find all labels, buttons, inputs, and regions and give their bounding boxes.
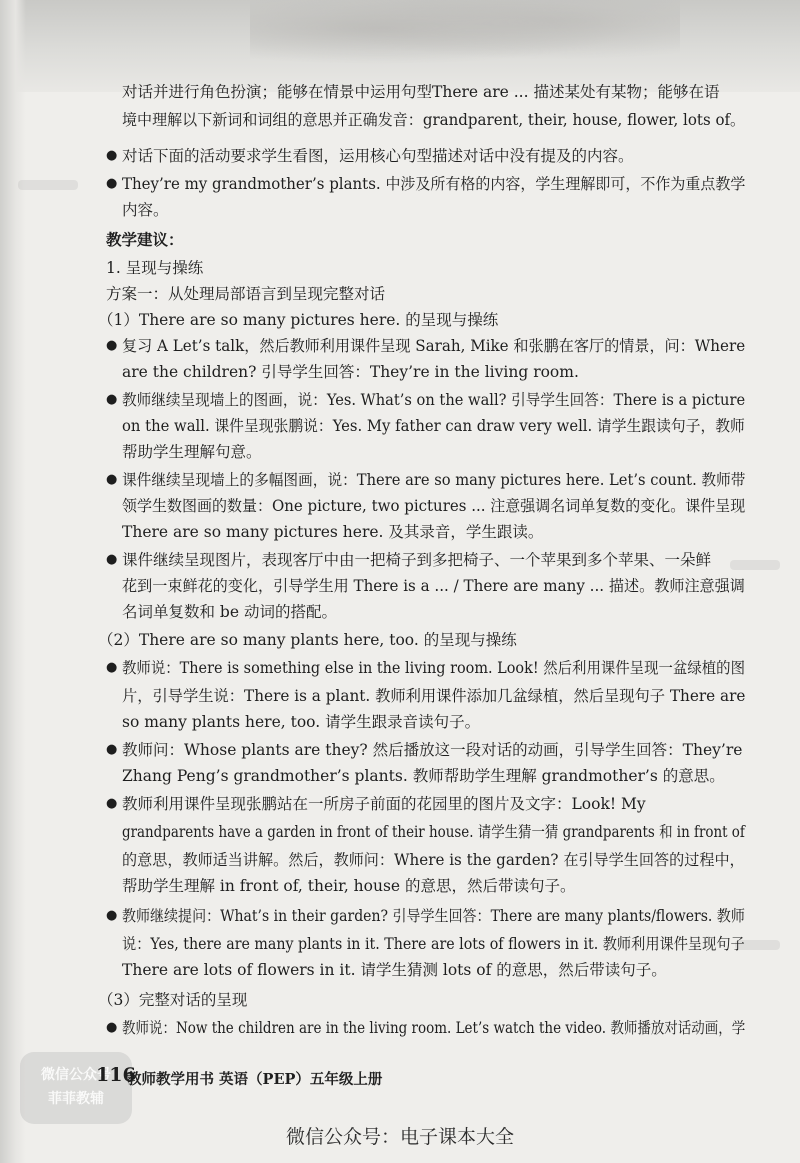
bullet-dot: ● xyxy=(106,148,118,163)
subsection-heading: 1. 呈现与操练 xyxy=(106,259,204,277)
text-line: 领学生数图画的数量：One picture, two pictures ... 注意强调名词单复数的变化。课件呈现 xyxy=(122,497,746,515)
text-line: on the wall. 课件呈现张鹏说：Yes. My father can draw very well. 请学生跟读句子，教师 xyxy=(122,417,745,435)
text-line: 教师利用课件呈现张鹏站在一所房子前面的花园里的图片及文字：Look! My xyxy=(122,795,646,813)
text-line: 帮助学生理解句意。 xyxy=(122,443,262,461)
step-heading: （1）There are so many pictures here. 的呈现与操练 xyxy=(98,311,499,329)
text-line: There are so many pictures here. 及其录音，学生跟读。 xyxy=(122,523,544,541)
text-line: 教师说：There is something else in the living room. Look! 然后利用课件呈现一盆绿植的图 xyxy=(122,659,745,677)
watermark-line: 菲菲教辅 xyxy=(48,1091,104,1107)
bullet-dot: ● xyxy=(106,338,118,353)
step-heading: （3）完整对话的呈现 xyxy=(98,991,248,1009)
text-line: 教师问：Whose plants are they? 然后播放这一段对话的动画，引导学生回答：They’re xyxy=(122,741,743,759)
bullet-dot: ● xyxy=(106,1020,118,1035)
bullet-dot: ● xyxy=(106,176,118,191)
text-line: 名词单复数和 be 动词的搭配。 xyxy=(122,603,337,621)
text-line: are the children? 引导学生回答：They’re in the living room. xyxy=(122,363,579,381)
text-line: 对话并进行角色扮演；能够在情景中运用句型There are ... 描述某处有某物；能够在语 xyxy=(122,83,720,101)
page-number: 116 xyxy=(96,1064,136,1086)
bullet-dot: ● xyxy=(106,392,118,407)
watermark-stamp xyxy=(20,1052,132,1124)
text-line: 对话下面的活动要求学生看图，运用核心句型描述对话中没有提及的内容。 xyxy=(122,147,634,165)
bullet-dot: ● xyxy=(106,552,118,567)
text-line: There are lots of flowers in it. 请学生猜测 lots of 的意思，然后带读句子。 xyxy=(122,961,667,979)
bullet-dot: ● xyxy=(106,472,118,487)
bullet-dot: ● xyxy=(106,908,118,923)
text-line: 说：Yes, there are many plants in it. There are lots of flowers in it. 教师利用课件呈现句子 xyxy=(122,935,745,953)
text-line: grandparents have a garden in front of their house. 请学生猜一猜 grandparents 和 in front of xyxy=(122,823,745,841)
text-line: 教师继续呈现墙上的图画，说：Yes. What’s on the wall? 引导学生回答：There is a picture xyxy=(122,391,746,409)
text-line: 教师继续提问：What’s in their garden? 引导学生回答：There are many plants/flowers. 教师 xyxy=(122,907,745,925)
text-line: 教师说：Now the children are in the living room. Let’s watch the video. 教师播放对话动画，学 xyxy=(122,1019,746,1037)
text-line: Zhang Peng’s grandmother’s plants. 教师帮助学生理解 grandmother’s 的意思。 xyxy=(122,767,725,785)
bullet-dot: ● xyxy=(106,660,118,675)
text-line: 花到一束鲜花的变化，引导学生用 There is a ... / There are many ... 描述。教师注意强调 xyxy=(122,577,745,595)
text-line: 复习 A Let’s talk，然后教师利用课件呈现 Sarah, Mike 和张鹏在客厅的情景，问：Where xyxy=(122,337,746,355)
bullet-dot: ● xyxy=(106,742,118,757)
text-line: 帮助学生理解 in front of, their, house 的意思，然后带读句子。 xyxy=(122,877,576,895)
watermark-line: 微信公众号 xyxy=(41,1067,111,1083)
text-line: 课件继续呈现图片，表现客厅中由一把椅子到多把椅子、一个苹果到多个苹果、一朵鲜 xyxy=(122,551,712,569)
bullet-dot: ● xyxy=(106,796,118,811)
text-line: so many plants here, too. 请学生跟录音读句子。 xyxy=(122,713,481,731)
bottom-caption: 微信公众号：电子课本大全 xyxy=(285,1126,514,1148)
text-line: 的意思，教师适当讲解。然后，教师问：Where is the garden? 在引导学生回答的过程中， xyxy=(122,851,745,869)
text-line: They’re my grandmother’s plants. 中涉及所有格的内容，学生理解即可，不作为重点教学 xyxy=(122,175,746,193)
text-line: 境中理解以下新词和词组的意思并正确发音：grandparent, their, house, flower, lots of。 xyxy=(122,111,746,129)
text-line: 课件继续呈现墙上的多幅图画，说：There are so many pictures here. Let’s count. 教师带 xyxy=(122,471,746,489)
running-footer: 教师教学用书 英语（PEP）五年级上册 xyxy=(127,1071,383,1088)
section-heading: 教学建议： xyxy=(106,230,184,249)
scheme-heading: 方案一：从处理局部语言到呈现完整对话 xyxy=(106,285,386,303)
step-heading: （2）There are so many plants here, too. 的呈现与操练 xyxy=(98,631,517,649)
text-line: 片，引导学生说：There is a plant. 教师利用课件添加几盆绿植，然后呈现句子 There are xyxy=(122,687,746,705)
text-line: 内容。 xyxy=(122,201,169,219)
